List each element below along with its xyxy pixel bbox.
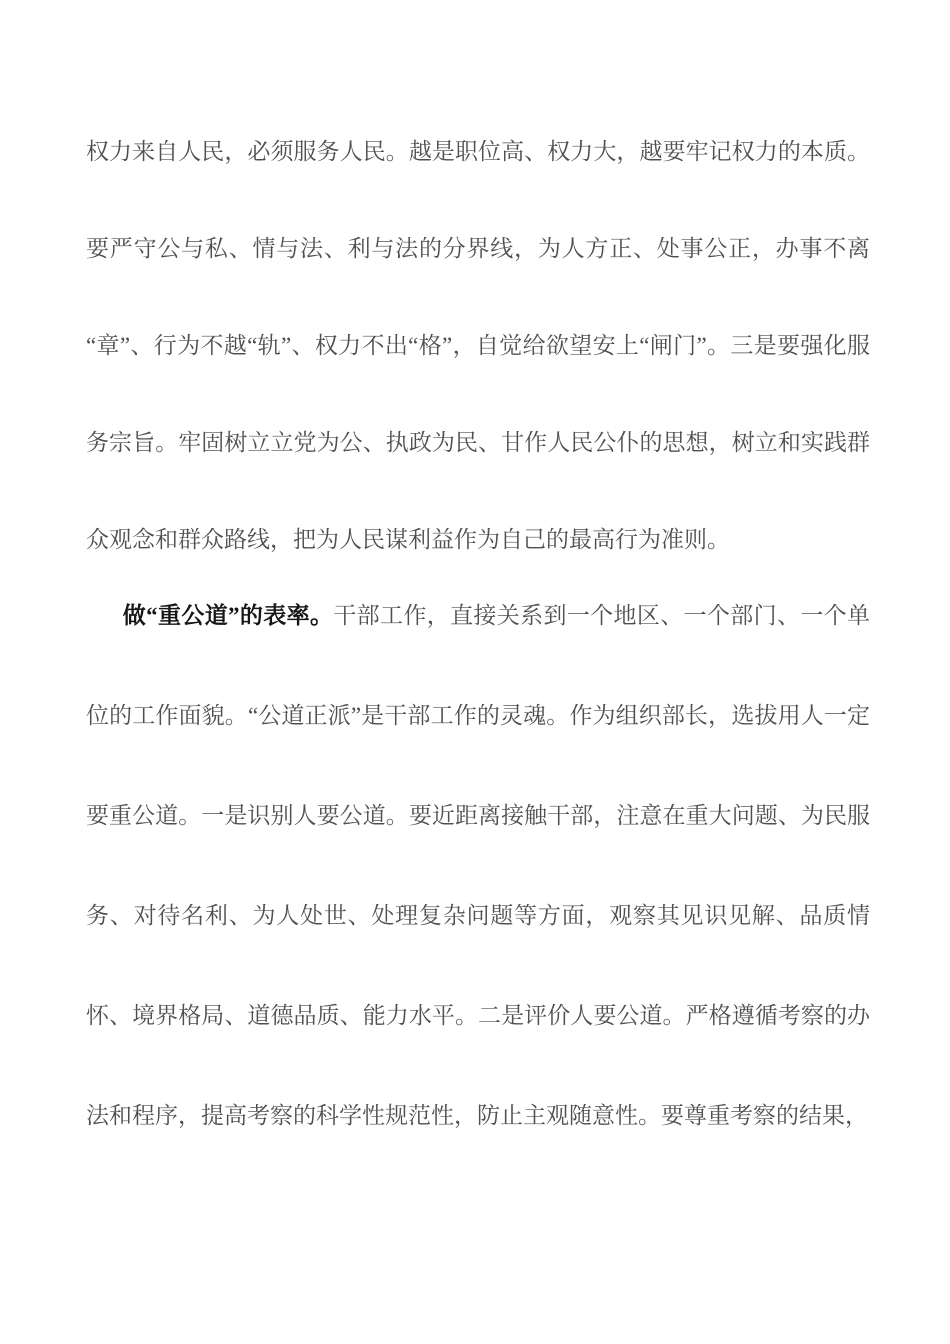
paragraph-text: 权力来自人民，必须服务人民。越是职位高、权力大，越要牢记权力的本质。要严守公与私、情与法、利与法的分界线，为人方正、处事公正，办事不离“章”、行为不越“轨”、权力不出“格”，自觉给欲望安上“闸门”。三是要强化服务宗旨。牢固树立立党为公、执政为民、甘作人民公仆的思想，树立和实践群众观念和群众路线，把为人民谋利益作为自己的最高行为准则。	[86, 139, 870, 552]
paragraph-text: 干部工作，直接关系到一个地区、一个部门、一个单位的工作面貌。“公道正派”是干部工作的灵魂。作为组织部长，选拔用人一定要重公道。一是识别人要公道。要近距离接触干部，注意在重大问题、为民服务、对待名利、为人处世、处理复杂问题等方面，观察其见识见解、品质情怀、境界格局、道德品质、能力水平。二是评价人要公道。严格遵循考察的办法和程序，提高考察的科学性规范性，防止主观随意性。要尊重考察的结果，	[86, 603, 871, 1128]
paragraph-biaoshuai	[86, 566, 870, 1166]
document-body	[86, 103, 870, 1166]
paragraph-continuation	[86, 103, 870, 588]
paragraph-bold-lead: 做“重公道”的表率。	[122, 603, 334, 628]
